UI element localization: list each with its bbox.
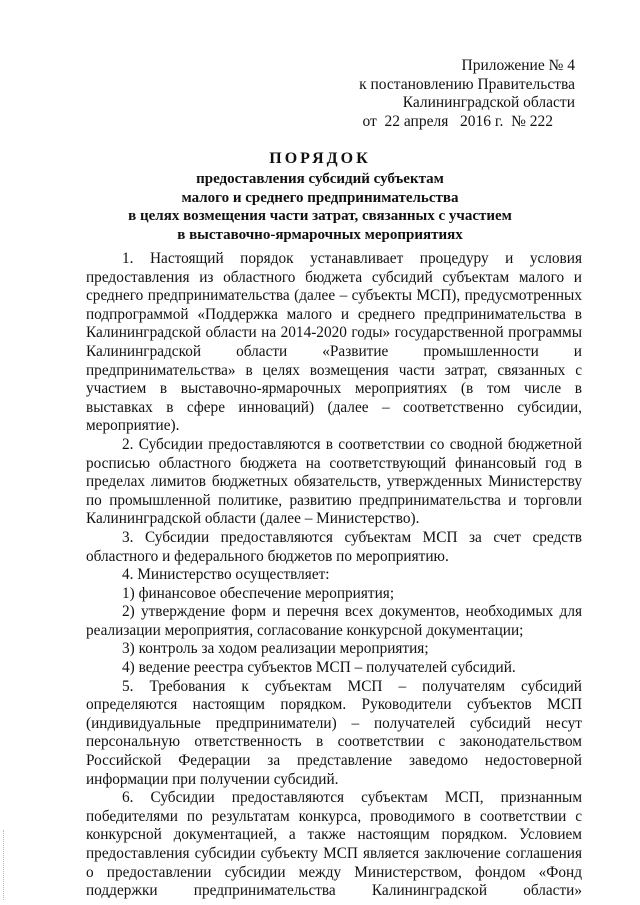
paragraph-6: 6. Субсидии предоставляются субъектам МСП, признанным победителями по результатам конкурса, проводимого в соответствии с конкурсной документацией, а также настоящим порядком. Условием предоставления субсидии субъекту МСП является заключение соглашения о предоставлении субсидии между Министерством, фондом «Фонд поддержки предпринимательства Калининградской области» bbox=[86, 789, 582, 900]
document-title: ПОРЯДОК bbox=[269, 150, 371, 167]
subtitle-line-2: малого и среднего предпринимательства bbox=[181, 189, 459, 206]
paragraph-4-item-1: 1) финансовое обеспечение мероприятия; bbox=[122, 584, 395, 602]
appendix-decree: к постановлению Правительства bbox=[359, 75, 575, 93]
paragraph-5: 5. Требования к субъектам МСП – получателям субсидий определяются настоящим порядком. Руководители субъектов МСП (индивидуальные предприниматели) – получателей субсидий несут персональную ответственность в соответствии с законодательством Российской Федерации за представление заведомо недостоверной информации при получении субсидий. bbox=[86, 677, 582, 788]
appendix-region: Калининградской области bbox=[402, 94, 575, 111]
paragraph-4-item-4: 4) ведение реестра субъектов МСП – получателей субсидий. bbox=[122, 659, 516, 677]
appendix-block bbox=[300, 57, 575, 131]
paragraph-4: 4. Министерство осуществляет: bbox=[122, 566, 330, 584]
paragraph-2: 2. Субсидии предоставляются в соответствии со сводной бюджетной росписью областного бюджета на соответствующий финансовый год в пределах лимитов бюджетных обязательств, утвержденных Министерству по промышленной политике, развитию предпринимательства и торговли Калининградской области (далее – Министерство). bbox=[86, 435, 582, 528]
scan-edge-mark bbox=[3, 830, 5, 900]
paragraph-4-item-2: 2) утверждение форм и перечня всех документов, необходимых для реализации мероприятия, согласование конкурсной документации; bbox=[86, 603, 582, 639]
subtitle-line-1: предоставления субсидий субъектам bbox=[196, 171, 444, 187]
appendix-number: Приложение № 4 bbox=[461, 57, 575, 74]
subtitle-line-3: в целях возмещения части затрат, связанных с участием bbox=[128, 208, 512, 224]
subtitle-line-4: в выставочно-ярмарочных мероприятиях bbox=[177, 226, 463, 243]
document-body bbox=[86, 250, 582, 901]
paragraph-3: 3. Субсидии предоставляются субъектам МСП за счет средств областного и федерального бюджетов по мероприятию. bbox=[86, 528, 582, 565]
document-subtitle bbox=[90, 170, 550, 244]
appendix-date: от 22 апреля 2016 г. № 222 bbox=[362, 112, 553, 130]
paragraph-4-item-3: 3) контроль за ходом реализации мероприятия; bbox=[122, 640, 429, 658]
paragraph-1: 1. Настоящий порядок устанавливает процедуру и условия предоставления из областного бюджета субсидий субъектам малого и среднего предпринимательства (далее – субъекты МСП), предусмотренных подпрограммой «Поддержка малого и среднего предпринимательства в Калининградской области на 2014-2020 годы» государственной программы Калининградской области «Развитие промышленности и предпринимательства» в целях возмещения части затрат, связанных с участием в выставочно-ярмарочных мероприятиях (в том числе в выставках в сфере инноваций) (далее – соответственно субсидии, мероприятие). bbox=[86, 250, 582, 435]
